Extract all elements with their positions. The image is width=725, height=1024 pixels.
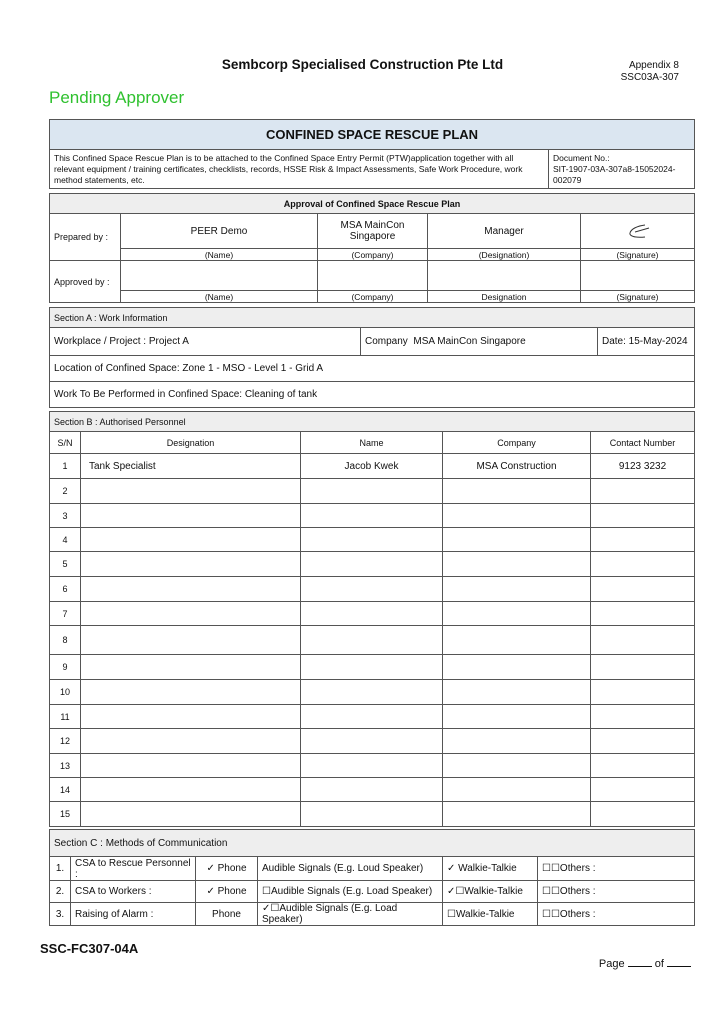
caption-name: (Name) (121, 249, 318, 261)
section-a-table (49, 307, 695, 408)
row-contact (591, 705, 695, 729)
table-row (50, 577, 695, 602)
row-designation (81, 680, 301, 705)
communication-row (50, 881, 695, 903)
appendix-ref (621, 60, 679, 84)
comm-number: 2. (50, 881, 71, 903)
caption-designation: (Designation) (428, 249, 581, 261)
comm-label: CSA to Rescue Personnel : (71, 857, 196, 881)
prepared-company: MSA MainCon Singapore (318, 214, 428, 249)
communication-rows (50, 857, 695, 926)
row-name (301, 479, 443, 504)
table-row (50, 655, 695, 680)
row-sn: 11 (50, 705, 81, 729)
row-sn: 8 (50, 626, 81, 655)
comm-phone[interactable]: ✓ Phone (196, 857, 258, 881)
row-designation (81, 778, 301, 802)
table-row (50, 504, 695, 528)
row-company (443, 504, 591, 528)
table-row (50, 680, 695, 705)
row-sn: 14 (50, 778, 81, 802)
section-b-title: Section B : Authorised Personnel (50, 412, 695, 432)
work-to-be-performed: Work To Be Performed in Confined Space: Cleaning of tank (50, 382, 695, 408)
intro-text: This Confined Space Rescue Plan is to be attached to the Confined Space Entry Permit (PTW)application together with all relevant equipment / training certificates, checklists, records, HSSE Risk & Impact Assessments, Safe Work Procedure, work method statements, etc. (50, 150, 549, 189)
row-company (443, 577, 591, 602)
approved-company (318, 261, 428, 291)
row-contact (591, 552, 695, 577)
prepared-name: PEER Demo (121, 214, 318, 249)
row-sn: 2 (50, 479, 81, 504)
row-company (443, 602, 591, 626)
confined-space-location: Location of Confined Space: Zone 1 - MSO - Level 1 - Grid A (50, 356, 695, 382)
row-designation (81, 754, 301, 778)
row-name (301, 552, 443, 577)
document-number-value: SIT-1907-03A-307a8-15052024-002079 (553, 163, 676, 185)
row-designation (81, 705, 301, 729)
company-name: Sembcorp Specialised Construction Pte Ltd (221, 57, 504, 72)
row-designation (81, 602, 301, 626)
of-label: of (654, 958, 664, 970)
signature-mark (623, 221, 653, 241)
row-sn: 1 (50, 454, 81, 479)
row-company (443, 802, 591, 827)
comm-others[interactable]: ☐☐Others : (538, 903, 695, 926)
page-number (599, 958, 691, 970)
comm-phone[interactable]: Phone (196, 903, 258, 926)
comm-label: CSA to Workers : (71, 881, 196, 903)
row-contact (591, 577, 695, 602)
header-contact: Contact Number (591, 432, 695, 454)
row-name (301, 802, 443, 827)
caption-signature: (Signature) (581, 291, 695, 303)
form-title: CONFINED SPACE RESCUE PLAN (50, 120, 695, 150)
table-row (50, 454, 695, 479)
row-company: MSA Construction (443, 454, 591, 479)
prepared-signature (581, 214, 695, 249)
document-number-label: Document No.: (553, 152, 610, 163)
document-number (549, 150, 695, 189)
status-label: Pending Approver (49, 88, 185, 107)
row-name (301, 729, 443, 754)
header-name: Name (301, 432, 443, 454)
page-blank (628, 958, 652, 967)
table-row (50, 602, 695, 626)
approval-table (49, 193, 695, 303)
row-contact (591, 778, 695, 802)
row-company (443, 729, 591, 754)
section-a-title: Section A : Work Information (50, 308, 695, 328)
row-sn: 4 (50, 528, 81, 552)
page-label: Page (598, 958, 625, 970)
row-name (301, 778, 443, 802)
row-company (443, 479, 591, 504)
row-contact (591, 680, 695, 705)
comm-number: 1. (50, 857, 71, 881)
row-name (301, 754, 443, 778)
comm-walkie-talkie[interactable]: ✓ Walkie-Talkie (443, 857, 538, 881)
row-designation: Tank Specialist (81, 454, 301, 479)
row-name (301, 528, 443, 552)
row-company (443, 778, 591, 802)
row-contact (591, 602, 695, 626)
approval-title: Approval of Confined Space Rescue Plan (50, 194, 695, 214)
company-label: Company (365, 336, 408, 347)
comm-number: 3. (50, 903, 71, 926)
work-date: Date: 15-May-2024 (598, 328, 695, 356)
approved-name (121, 261, 318, 291)
row-designation (81, 655, 301, 680)
row-company (443, 528, 591, 552)
row-designation (81, 528, 301, 552)
row-designation (81, 729, 301, 754)
caption-company: (Company) (318, 291, 428, 303)
table-row (50, 626, 695, 655)
row-contact (591, 479, 695, 504)
row-sn: 15 (50, 802, 81, 827)
row-contact (591, 528, 695, 552)
table-row (50, 705, 695, 729)
communication-row (50, 857, 695, 881)
comm-audible-signals[interactable]: Audible Signals (E.g. Loud Speaker) (258, 857, 443, 881)
caption-signature: (Signature) (581, 249, 695, 261)
row-name (301, 602, 443, 626)
row-designation (81, 504, 301, 528)
row-designation (81, 552, 301, 577)
comm-audible-signals[interactable]: ✓☐Audible Signals (E.g. Load Speaker) (258, 903, 443, 926)
row-company (443, 705, 591, 729)
table-row (50, 479, 695, 504)
table-row (50, 729, 695, 754)
section-c-title: Section C : Methods of Communication (50, 830, 695, 857)
row-company (443, 626, 591, 655)
row-sn: 9 (50, 655, 81, 680)
table-row (50, 802, 695, 827)
row-name (301, 577, 443, 602)
company-field (361, 328, 598, 356)
header-sn: S/N (50, 432, 81, 454)
workplace-project: Workplace / Project : Project A (50, 328, 361, 356)
row-company (443, 754, 591, 778)
row-name (301, 655, 443, 680)
comm-audible-signals[interactable]: ☐Audible Signals (E.g. Load Speaker) (258, 881, 443, 903)
row-contact (591, 626, 695, 655)
row-sn: 13 (50, 754, 81, 778)
title-table (49, 119, 695, 189)
row-contact (591, 655, 695, 680)
row-contact (591, 504, 695, 528)
caption-company: (Company) (318, 249, 428, 261)
row-name (301, 680, 443, 705)
row-designation (81, 626, 301, 655)
row-sn: 6 (50, 577, 81, 602)
row-contact (591, 754, 695, 778)
prepared-designation: Manager (428, 214, 581, 249)
personnel-rows (50, 454, 695, 827)
company-value: MSA MainCon Singapore (413, 336, 526, 347)
section-b-table (49, 411, 695, 827)
row-contact: 9123 3232 (591, 454, 695, 479)
approved-by-label: Approved by : (50, 261, 121, 303)
row-company (443, 680, 591, 705)
form-code: SSC-FC307-04A (40, 941, 139, 956)
appendix-label: Appendix 8 (628, 60, 679, 71)
total-blank (667, 958, 691, 967)
comm-others[interactable]: ☐☐Others : (538, 881, 695, 903)
section-c-table (49, 829, 695, 926)
header-company: Company (443, 432, 591, 454)
comm-phone[interactable]: ✓ Phone (196, 881, 258, 903)
row-company (443, 655, 591, 680)
row-contact (591, 729, 695, 754)
comm-label: Raising of Alarm : (71, 903, 196, 926)
row-sn: 12 (50, 729, 81, 754)
comm-walkie-talkie[interactable]: ✓☐Walkie-Talkie (443, 881, 538, 903)
row-sn: 3 (50, 504, 81, 528)
table-row (50, 552, 695, 577)
caption-name: (Name) (121, 291, 318, 303)
row-name: Jacob Kwek (301, 454, 443, 479)
row-name (301, 705, 443, 729)
table-row (50, 778, 695, 802)
comm-walkie-talkie[interactable]: ☐Walkie-Talkie (443, 903, 538, 926)
row-designation (81, 479, 301, 504)
approved-signature (581, 261, 695, 291)
row-sn: 7 (50, 602, 81, 626)
table-row (50, 528, 695, 552)
table-row (50, 754, 695, 778)
row-name (301, 626, 443, 655)
row-contact (591, 802, 695, 827)
row-name (301, 504, 443, 528)
row-designation (81, 802, 301, 827)
caption-designation: Designation (428, 291, 581, 303)
comm-others[interactable]: ☐☐Others : (538, 857, 695, 881)
prepared-by-label: Prepared by : (50, 214, 121, 261)
row-company (443, 552, 591, 577)
row-sn: 5 (50, 552, 81, 577)
row-designation (81, 577, 301, 602)
communication-row (50, 903, 695, 926)
document-ref: SSC03A-307 (620, 72, 679, 83)
approved-designation (428, 261, 581, 291)
header-designation: Designation (81, 432, 301, 454)
row-sn: 10 (50, 680, 81, 705)
